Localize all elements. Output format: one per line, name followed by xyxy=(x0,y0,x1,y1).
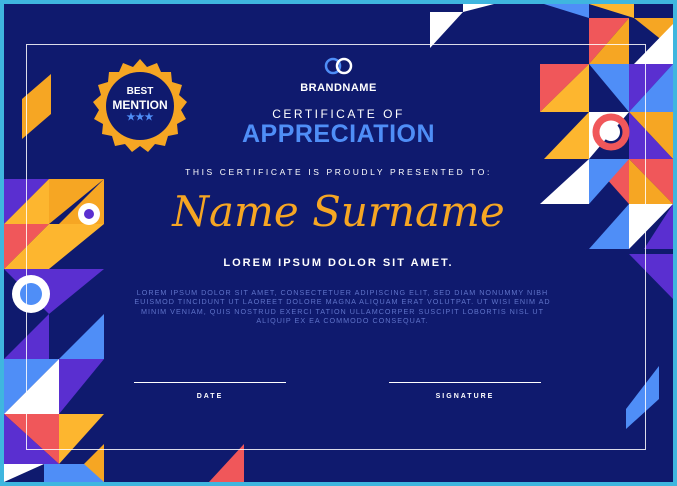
badge-stars: ★★★ xyxy=(126,112,154,123)
presented-to-text: THIS CERTIFICATE IS PROUDLY PRESENTED TO: xyxy=(185,167,492,177)
certificate-body-text: LOREM IPSUM DOLOR SIT AMET, CONSECTETUER ADIPISCING ELIT, SED DIAM NONUMMY NIBH EUISMOD TINCIDUNT UT LAOREET DOLORE MAGNA ALIQUAM ERAT VOLUTPAT. UT WISI ENIM AD MINIM VENIAM, QUIS NOSTRUD EXERCI TATION ULLAMCORPER SUSCIPIT LOBORTIS NISL UT ALIQUIP EX EA COMMODO CONSEQUAT. xyxy=(134,288,551,325)
date-line xyxy=(134,382,286,383)
date-label: DATE xyxy=(196,393,224,400)
signature-label: SIGNATURE xyxy=(435,393,495,400)
certificate-subtitle: LOREM IPSUM DOLOR SIT AMET. xyxy=(223,257,454,269)
certificate-canvas xyxy=(4,4,673,482)
certificate-title-line2: APPRECIATION xyxy=(241,120,436,148)
rings-icon xyxy=(322,57,356,75)
brand-name: BRANDNAME xyxy=(300,82,377,94)
brand-block xyxy=(4,57,673,94)
signature-line xyxy=(389,382,541,383)
badge-line2: MENTION xyxy=(112,98,168,112)
certificate-title-line1: CERTIFICATE OF xyxy=(272,107,405,121)
recipient-name: Name Surname xyxy=(172,187,505,236)
badge-line1: BEST xyxy=(126,86,154,97)
